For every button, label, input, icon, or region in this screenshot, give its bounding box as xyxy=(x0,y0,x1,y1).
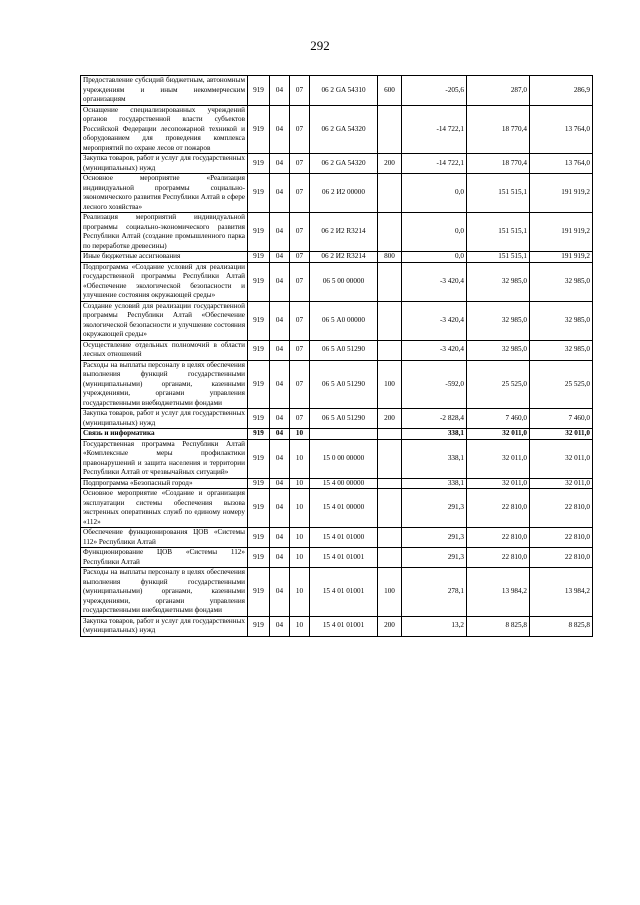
amount-year1-cell: 32 985,0 xyxy=(467,340,530,360)
amount-year2-cell: 191 919,2 xyxy=(530,252,593,263)
target-article-cell: 06 2 И2 R3214 xyxy=(310,252,378,263)
admin-code-cell: 919 xyxy=(248,262,270,301)
amount-year1-cell: 22 810,0 xyxy=(467,548,530,568)
expense-type-cell xyxy=(378,105,402,154)
admin-code-cell: 919 xyxy=(248,409,270,429)
section-code-cell: 04 xyxy=(270,568,290,617)
section-code-cell: 04 xyxy=(270,252,290,263)
section-code-cell: 04 xyxy=(270,340,290,360)
subsection-code-cell: 07 xyxy=(290,105,310,154)
amount-year2-cell: 22 810,0 xyxy=(530,548,593,568)
subsection-code-cell: 07 xyxy=(290,262,310,301)
subsection-code-cell: 10 xyxy=(290,439,310,478)
target-article-cell xyxy=(310,429,378,440)
table-row xyxy=(81,340,593,360)
table-row xyxy=(81,213,593,252)
expense-type-cell: 200 xyxy=(378,409,402,429)
subsection-code-cell: 07 xyxy=(290,340,310,360)
target-article-cell: 06 2 GA 54320 xyxy=(310,154,378,174)
section-code-cell: 04 xyxy=(270,154,290,174)
admin-code-cell: 919 xyxy=(248,439,270,478)
table-row xyxy=(81,409,593,429)
target-article-cell: 15 4 01 01000 xyxy=(310,528,378,548)
subsection-code-cell: 10 xyxy=(290,489,310,528)
amount-year1-cell: 22 810,0 xyxy=(467,528,530,548)
expense-type-cell xyxy=(378,528,402,548)
section-code-cell: 04 xyxy=(270,105,290,154)
table-row xyxy=(81,478,593,489)
amount-year1-cell: 18 770,4 xyxy=(467,154,530,174)
amount-year2-cell: 13 984,2 xyxy=(530,568,593,617)
amount-change-cell: 291,3 xyxy=(402,548,467,568)
amount-year2-cell: 32 011,0 xyxy=(530,478,593,489)
admin-code-cell: 919 xyxy=(248,340,270,360)
target-article-cell: 15 4 00 00000 xyxy=(310,478,378,489)
amount-year1-cell: 32 985,0 xyxy=(467,301,530,340)
subsection-code-cell: 10 xyxy=(290,528,310,548)
amount-year1-cell: 32 985,0 xyxy=(467,262,530,301)
row-name-cell: Закупка товаров, работ и услуг для государственных (муниципальных) нужд xyxy=(81,616,248,636)
section-code-cell: 04 xyxy=(270,76,290,106)
row-name-cell: Функционирование ЦОВ «Системы 112» Республики Алтай xyxy=(81,548,248,568)
amount-change-cell: 291,3 xyxy=(402,489,467,528)
section-code-cell: 04 xyxy=(270,489,290,528)
subsection-code-cell: 10 xyxy=(290,429,310,440)
row-name-cell: Закупка товаров, работ и услуг для государственных (муниципальных) нужд xyxy=(81,409,248,429)
amount-change-cell: -3 420,4 xyxy=(402,262,467,301)
target-article-cell: 15 4 01 01001 xyxy=(310,548,378,568)
amount-change-cell: 0,0 xyxy=(402,252,467,263)
admin-code-cell: 919 xyxy=(248,616,270,636)
subsection-code-cell: 07 xyxy=(290,252,310,263)
target-article-cell: 06 2 И2 00000 xyxy=(310,174,378,213)
table-row xyxy=(81,429,593,440)
section-code-cell: 04 xyxy=(270,174,290,213)
subsection-code-cell: 10 xyxy=(290,616,310,636)
amount-year2-cell: 32 985,0 xyxy=(530,262,593,301)
amount-year2-cell: 191 919,2 xyxy=(530,213,593,252)
admin-code-cell: 919 xyxy=(248,174,270,213)
target-article-cell: 06 5 00 00000 xyxy=(310,262,378,301)
expense-type-cell: 800 xyxy=(378,252,402,263)
target-article-cell: 06 5 А0 00000 xyxy=(310,301,378,340)
section-code-cell: 04 xyxy=(270,262,290,301)
section-code-cell: 04 xyxy=(270,478,290,489)
row-name-cell: Связь и информатика xyxy=(81,429,248,440)
page-number: 292 xyxy=(310,38,330,53)
amount-year2-cell: 13 764,0 xyxy=(530,105,593,154)
section-code-cell: 04 xyxy=(270,429,290,440)
amount-change-cell: 0,0 xyxy=(402,213,467,252)
subsection-code-cell: 07 xyxy=(290,154,310,174)
row-name-cell: Расходы на выплаты персоналу в целях обеспечения выполнения функций государственными (муниципальными) органами, казенными учреждениями, органами управления государственными внебюджетными фондами xyxy=(81,360,248,409)
target-article-cell: 06 2 И2 R3214 xyxy=(310,213,378,252)
amount-year1-cell: 8 825,8 xyxy=(467,616,530,636)
row-name-cell: Основное мероприятие «Реализация индивидуальной программы социально-экономического развития Республики Алтай в сфере лесного хозяйства» xyxy=(81,174,248,213)
target-article-cell: 15 4 01 01001 xyxy=(310,616,378,636)
expense-type-cell: 100 xyxy=(378,360,402,409)
amount-change-cell: -14 722,1 xyxy=(402,105,467,154)
admin-code-cell: 919 xyxy=(248,548,270,568)
admin-code-cell: 919 xyxy=(248,429,270,440)
amount-year2-cell: 32 011,0 xyxy=(530,439,593,478)
row-name-cell: Подпрограмма «Безопасный город» xyxy=(81,478,248,489)
subsection-code-cell: 07 xyxy=(290,174,310,213)
amount-change-cell: -3 420,4 xyxy=(402,301,467,340)
amount-year1-cell: 151 515,1 xyxy=(467,174,530,213)
amount-year1-cell: 32 011,0 xyxy=(467,429,530,440)
row-name-cell: Основное мероприятие «Создание и организация эксплуатации системы обеспечения вызова экстренных оперативных служб по единому номеру «112» xyxy=(81,489,248,528)
expense-type-cell: 600 xyxy=(378,76,402,106)
row-name-cell: Предоставление субсидий бюджетным, автономным учреждениям и иным некоммерческим организациям xyxy=(81,76,248,106)
amount-change-cell: 338,1 xyxy=(402,439,467,478)
amount-change-cell: 0,0 xyxy=(402,174,467,213)
table-row xyxy=(81,616,593,636)
table-row xyxy=(81,174,593,213)
table-row xyxy=(81,548,593,568)
section-code-cell: 04 xyxy=(270,360,290,409)
section-code-cell: 04 xyxy=(270,301,290,340)
admin-code-cell: 919 xyxy=(248,360,270,409)
amount-change-cell: -3 420,4 xyxy=(402,340,467,360)
table-row xyxy=(81,154,593,174)
amount-year2-cell: 7 460,0 xyxy=(530,409,593,429)
section-code-cell: 04 xyxy=(270,213,290,252)
target-article-cell: 15 4 01 01001 xyxy=(310,568,378,617)
amount-year2-cell: 22 810,0 xyxy=(530,489,593,528)
subsection-code-cell: 07 xyxy=(290,409,310,429)
amount-year2-cell: 22 810,0 xyxy=(530,528,593,548)
amount-year2-cell: 25 525,0 xyxy=(530,360,593,409)
expense-type-cell: 200 xyxy=(378,616,402,636)
table-row xyxy=(81,360,593,409)
amount-year1-cell: 7 460,0 xyxy=(467,409,530,429)
amount-year1-cell: 22 810,0 xyxy=(467,489,530,528)
amount-change-cell: 13,2 xyxy=(402,616,467,636)
target-article-cell: 06 5 А0 51290 xyxy=(310,340,378,360)
amount-year1-cell: 18 770,4 xyxy=(467,105,530,154)
amount-change-cell: 338,1 xyxy=(402,478,467,489)
row-name-cell: Осуществление отдельных полномочий в области лесных отношений xyxy=(81,340,248,360)
subsection-code-cell: 10 xyxy=(290,548,310,568)
amount-year1-cell: 25 525,0 xyxy=(467,360,530,409)
amount-year1-cell: 287,0 xyxy=(467,76,530,106)
row-name-cell: Обеспечение функционирования ЦОВ «Системы 112» Республики Алтай xyxy=(81,528,248,548)
expense-type-cell xyxy=(378,439,402,478)
table-row xyxy=(81,528,593,548)
table-row xyxy=(81,301,593,340)
expense-type-cell xyxy=(378,340,402,360)
expense-type-cell xyxy=(378,213,402,252)
expense-type-cell xyxy=(378,478,402,489)
amount-year2-cell: 32 985,0 xyxy=(530,301,593,340)
expense-type-cell: 100 xyxy=(378,568,402,617)
section-code-cell: 04 xyxy=(270,439,290,478)
table-row xyxy=(81,489,593,528)
row-name-cell: Расходы на выплаты персоналу в целях обеспечения выполнения функций государственными (муниципальными) органами, казенными учреждениями, органами управления государственными внебюджетными фондами xyxy=(81,568,248,617)
admin-code-cell: 919 xyxy=(248,489,270,528)
amount-year2-cell: 32 985,0 xyxy=(530,340,593,360)
admin-code-cell: 919 xyxy=(248,76,270,106)
amount-year2-cell: 8 825,8 xyxy=(530,616,593,636)
admin-code-cell: 919 xyxy=(248,568,270,617)
amount-year1-cell: 151 515,1 xyxy=(467,252,530,263)
target-article-cell: 15 4 01 00000 xyxy=(310,489,378,528)
expense-type-cell xyxy=(378,301,402,340)
admin-code-cell: 919 xyxy=(248,154,270,174)
table-row xyxy=(81,252,593,263)
admin-code-cell: 919 xyxy=(248,252,270,263)
target-article-cell: 15 0 00 00000 xyxy=(310,439,378,478)
amount-year1-cell: 151 515,1 xyxy=(467,213,530,252)
row-name-cell: Реализация мероприятий индивидуальной программы социально-экономического развития Республики Алтай (создание промышленного парка по переработке древесины) xyxy=(81,213,248,252)
table-row xyxy=(81,105,593,154)
expense-type-cell xyxy=(378,548,402,568)
budget-table-body xyxy=(81,76,593,637)
admin-code-cell: 919 xyxy=(248,301,270,340)
budget-table xyxy=(80,75,593,637)
amount-year2-cell: 286,9 xyxy=(530,76,593,106)
section-code-cell: 04 xyxy=(270,528,290,548)
amount-change-cell: 291,3 xyxy=(402,528,467,548)
expense-type-cell xyxy=(378,429,402,440)
admin-code-cell: 919 xyxy=(248,213,270,252)
amount-change-cell: -14 722,1 xyxy=(402,154,467,174)
subsection-code-cell: 07 xyxy=(290,213,310,252)
subsection-code-cell: 07 xyxy=(290,360,310,409)
subsection-code-cell: 07 xyxy=(290,76,310,106)
admin-code-cell: 919 xyxy=(248,105,270,154)
amount-change-cell: -205,6 xyxy=(402,76,467,106)
amount-change-cell: 278,1 xyxy=(402,568,467,617)
row-name-cell: Оснащение специализированных учреждений органов государственной власти субъектов Российской Федерации лесопожарной техникой и оборудованием для проведения комплекса мероприятий по охране лесов от пожаров xyxy=(81,105,248,154)
row-name-cell: Иные бюджетные ассигнования xyxy=(81,252,248,263)
amount-year1-cell: 13 984,2 xyxy=(467,568,530,617)
target-article-cell: 06 5 А0 51290 xyxy=(310,360,378,409)
subsection-code-cell: 10 xyxy=(290,478,310,489)
amount-year2-cell: 13 764,0 xyxy=(530,154,593,174)
target-article-cell: 06 2 GA 54310 xyxy=(310,76,378,106)
expense-type-cell xyxy=(378,489,402,528)
target-article-cell: 06 2 GA 54320 xyxy=(310,105,378,154)
section-code-cell: 04 xyxy=(270,548,290,568)
target-article-cell: 06 5 А0 51290 xyxy=(310,409,378,429)
amount-year2-cell: 32 011,0 xyxy=(530,429,593,440)
expense-type-cell xyxy=(378,174,402,213)
expense-type-cell: 200 xyxy=(378,154,402,174)
expense-type-cell xyxy=(378,262,402,301)
amount-change-cell: -592,0 xyxy=(402,360,467,409)
amount-change-cell: 338,1 xyxy=(402,429,467,440)
table-row xyxy=(81,568,593,617)
amount-year2-cell: 191 919,2 xyxy=(530,174,593,213)
table-row xyxy=(81,262,593,301)
row-name-cell: Создание условий для реализации государственной программы Республики Алтай «Обеспечение экологической безопасности и улучшение состояния окружающей среды» xyxy=(81,301,248,340)
admin-code-cell: 919 xyxy=(248,528,270,548)
row-name-cell: Подпрограмма «Создание условий для реализации государственной программы Республики Алтай «Обеспечение экологической безопасности и улучшение состояния окружающей среды» xyxy=(81,262,248,301)
subsection-code-cell: 10 xyxy=(290,568,310,617)
section-code-cell: 04 xyxy=(270,616,290,636)
table-row xyxy=(81,76,593,106)
amount-change-cell: -2 828,4 xyxy=(402,409,467,429)
amount-year1-cell: 32 011,0 xyxy=(467,478,530,489)
row-name-cell: Закупка товаров, работ и услуг для государственных (муниципальных) нужд xyxy=(81,154,248,174)
subsection-code-cell: 07 xyxy=(290,301,310,340)
table-row xyxy=(81,439,593,478)
amount-year1-cell: 32 011,0 xyxy=(467,439,530,478)
row-name-cell: Государственная программа Республики Алтай «Комплексные меры профилактики правонарушений и защита населения и территории Республики Алтай от чрезвычайных ситуаций» xyxy=(81,439,248,478)
section-code-cell: 04 xyxy=(270,409,290,429)
admin-code-cell: 919 xyxy=(248,478,270,489)
